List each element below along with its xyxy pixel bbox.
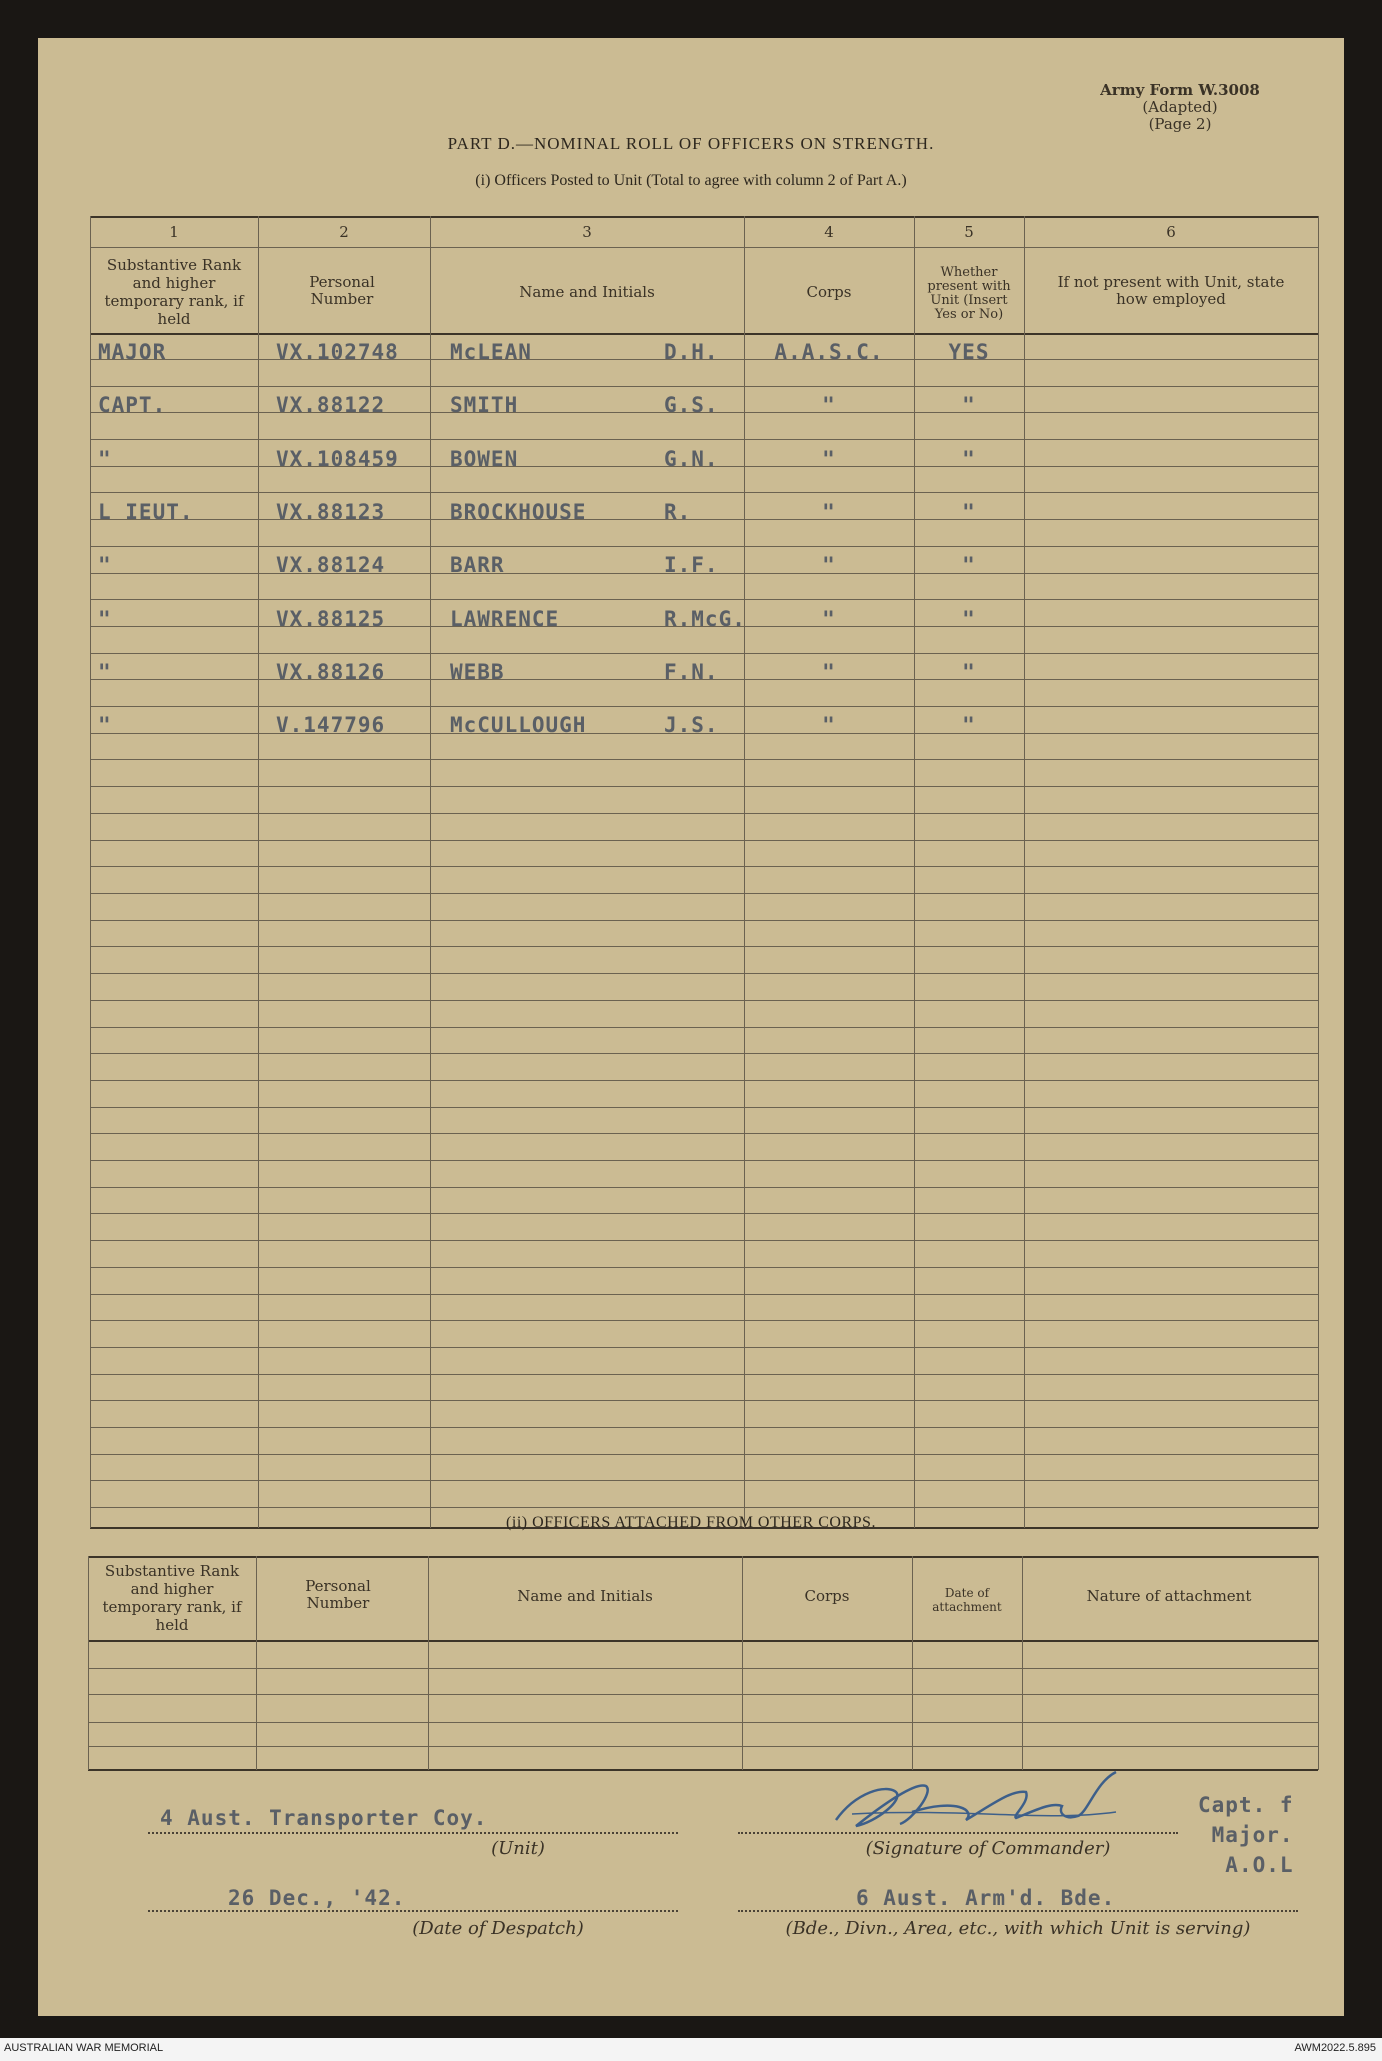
cell-corps: " — [822, 447, 836, 471]
date-caption: (Date of Despatch) — [412, 1918, 584, 1939]
cell-corps: " — [822, 393, 836, 417]
cell-number: VX.108459 — [276, 447, 399, 471]
cell-present: " — [962, 713, 976, 737]
cell-initials: D.H. — [664, 340, 719, 364]
header-personal-number: Personal Number — [309, 273, 375, 308]
stamp-line-1: Capt. f — [1198, 1793, 1294, 1817]
att-header-name: Name and Initials — [517, 1587, 653, 1605]
table-row — [90, 393, 1318, 423]
cell-name: WEBB — [450, 660, 505, 684]
form-id-block — [1060, 82, 1300, 133]
cell-rank: " — [98, 447, 112, 471]
cell-corps: " — [822, 660, 836, 684]
col-number-5: 5 — [964, 223, 974, 241]
cell-initials: G.N. — [664, 447, 719, 471]
formation-caption: (Bde., Divn., Area, etc., with which Unit is serving) — [785, 1918, 1251, 1939]
archive-reference: AWM2022.5.895 — [1294, 2042, 1376, 2054]
table-row — [90, 660, 1318, 690]
cell-corps: " — [822, 713, 836, 737]
table-row — [90, 447, 1318, 477]
cell-rank: " — [98, 660, 112, 684]
stamp-line-3: A.O.L — [1225, 1853, 1294, 1877]
cell-present: YES — [948, 340, 990, 364]
archive-footer — [0, 2038, 1382, 2061]
cell-name: LAWRENCE — [450, 607, 560, 631]
cell-initials: I.F. — [664, 553, 719, 577]
table-row — [90, 340, 1318, 370]
commander-stamp — [1198, 1790, 1294, 1880]
cell-name: SMITH — [450, 393, 519, 417]
header-present: Whether present with Unit (Insert Yes or No) — [927, 265, 1011, 322]
cell-corps: " — [822, 553, 836, 577]
date-value: 26 Dec., '42. — [228, 1886, 406, 1910]
col-number-3: 3 — [582, 223, 592, 241]
cell-initials: F.N. — [664, 660, 719, 684]
form-id: Army Form W.3008 — [1100, 81, 1260, 99]
cell-number: VX.102748 — [276, 340, 399, 364]
cell-present: " — [962, 447, 976, 471]
formation-value: 6 Aust. Arm'd. Bde. — [856, 1886, 1116, 1910]
col-number-4: 4 — [824, 223, 834, 241]
att-header-rank: Substantive Rank and higher temporary rank, if held — [102, 1562, 242, 1634]
header-rank: Substantive Rank and higher temporary rank, if held — [104, 256, 244, 328]
cell-initials: G.S. — [664, 393, 719, 417]
signature-caption: (Signature of Commander) — [865, 1838, 1111, 1859]
table-row — [90, 713, 1318, 743]
officers-attached-table — [88, 1556, 1318, 1770]
cell-present: " — [962, 607, 976, 631]
cell-name: BARR — [450, 553, 505, 577]
form-title: PART D.—NOMINAL ROLL OF OFFICERS ON STRENGTH. — [447, 134, 935, 153]
cell-name: McCULLOUGH — [450, 713, 587, 737]
col-number-1: 1 — [169, 223, 179, 241]
archive-name: AUSTRALIAN WAR MEMORIAL — [4, 2042, 164, 2054]
form-page: (Page 2) — [1148, 115, 1212, 133]
col-number-6: 6 — [1166, 223, 1176, 241]
cell-corps: A.A.S.C. — [774, 340, 884, 364]
table-row — [90, 553, 1318, 583]
cell-number: VX.88122 — [276, 393, 386, 417]
cell-corps: " — [822, 607, 836, 631]
table-row — [90, 607, 1318, 637]
header-name: Name and Initials — [519, 283, 655, 301]
att-header-personal-number: Personal Number — [305, 1577, 371, 1612]
cell-present: " — [962, 500, 976, 524]
cell-rank: CAPT. — [98, 393, 167, 417]
cell-initials: R.McG. — [664, 607, 746, 631]
table-row — [90, 500, 1318, 530]
att-header-corps: Corps — [804, 1587, 850, 1605]
header-corps: Corps — [806, 283, 852, 301]
cell-name: BROCKHOUSE — [450, 500, 587, 524]
cell-present: " — [962, 553, 976, 577]
form-sheet — [38, 38, 1344, 2016]
unit-value: 4 Aust. Transporter Coy. — [160, 1806, 488, 1830]
cell-rank: " — [98, 713, 112, 737]
cell-number: VX.88123 — [276, 500, 386, 524]
unit-caption: (Unit) — [491, 1838, 545, 1859]
cell-rank: " — [98, 553, 112, 577]
cell-number: VX.88124 — [276, 553, 386, 577]
cell-rank: MAJOR — [98, 340, 167, 364]
cell-number: VX.88125 — [276, 607, 386, 631]
officers-posted-table — [90, 216, 1318, 1528]
form-subtitle: (i) Officers Posted to Unit (Total to agree with column 2 of Part A.) — [475, 172, 907, 189]
attached-title: (ii) OFFICERS ATTACHED FROM OTHER CORPS. — [506, 1514, 876, 1531]
cell-number: VX.88126 — [276, 660, 386, 684]
att-header-date: Date of attachment — [932, 1586, 1002, 1614]
form-adapted: (Adapted) — [1142, 98, 1218, 116]
stamp-line-2: Major. — [1211, 1823, 1294, 1847]
cell-name: BOWEN — [450, 447, 519, 471]
cell-present: " — [962, 393, 976, 417]
cell-rank: " — [98, 607, 112, 631]
att-header-nature: Nature of attachment — [1086, 1587, 1252, 1605]
col-number-2: 2 — [339, 223, 349, 241]
cell-name: McLEAN — [450, 340, 532, 364]
header-employed: If not present with Unit, state how employed — [1057, 273, 1285, 308]
cell-rank: L IEUT. — [98, 500, 194, 524]
cell-initials: J.S. — [664, 713, 719, 737]
cell-initials: R. — [664, 500, 692, 524]
cell-number: V.147796 — [276, 713, 386, 737]
cell-corps: " — [822, 500, 836, 524]
cell-present: " — [962, 660, 976, 684]
